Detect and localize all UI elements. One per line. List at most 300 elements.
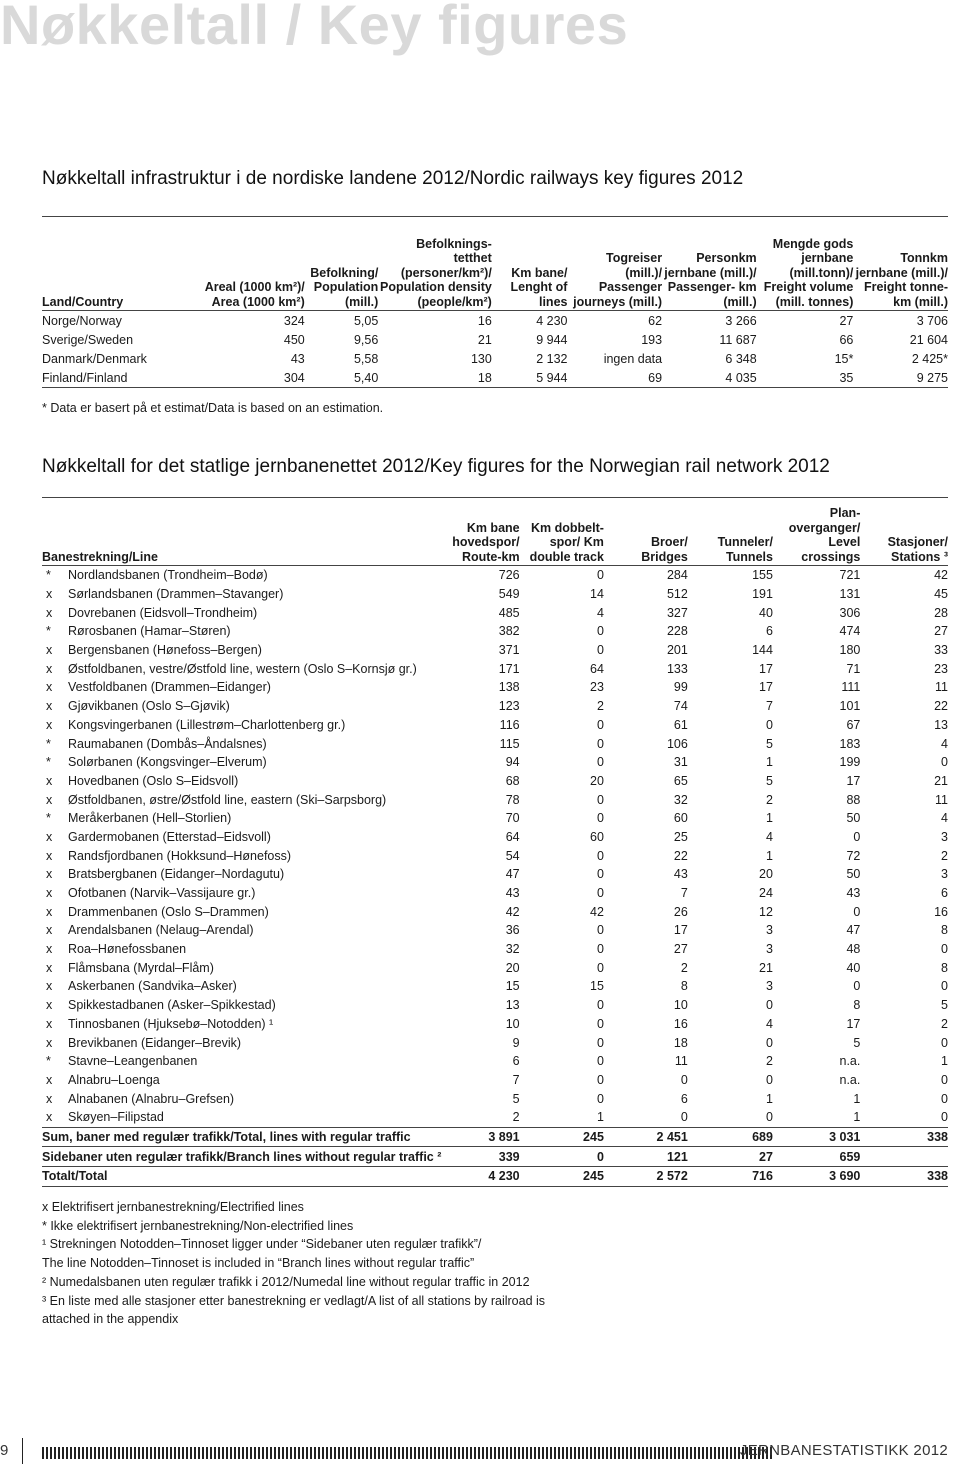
- value-cell: 78: [505, 792, 520, 807]
- value-cell: 88: [846, 792, 861, 807]
- value-cell: 11: [935, 680, 948, 695]
- value-cell: 47: [505, 867, 520, 882]
- value-cell: 71: [846, 661, 861, 676]
- page-title: Nøkkeltall / Key figures: [0, 0, 629, 56]
- totals-value: [860, 1147, 948, 1167]
- value-cell: 3: [766, 942, 773, 957]
- value-cell: 35: [757, 368, 854, 388]
- totals-value: 338: [860, 1127, 948, 1147]
- value-cell: 1: [766, 848, 773, 863]
- electrification-marker: x: [46, 923, 53, 938]
- section1-footnote: * Data er basert på et estimat/Data is based on an estimation.: [42, 401, 384, 415]
- value-cell: 1: [596, 1110, 604, 1125]
- value-cell: 21: [759, 960, 773, 975]
- value-cell: 42: [860, 566, 948, 585]
- value-cell: 33: [934, 643, 948, 658]
- value-cell: 9,56: [353, 332, 379, 347]
- value-cell: 0: [853, 904, 861, 919]
- value-cell: 67: [846, 717, 861, 732]
- country-cell: Danmark/Denmark: [42, 351, 147, 366]
- value-cell: 3: [766, 979, 773, 994]
- value-cell: 191: [752, 587, 773, 602]
- value-cell: 61: [673, 717, 688, 732]
- value-cell: 16: [934, 904, 948, 919]
- col-header-double-track: Km dobbelt- spor/ Km double track: [529, 520, 604, 564]
- table-row: [42, 940, 948, 959]
- value-cell: 130: [470, 351, 492, 366]
- value-cell: 721: [773, 566, 860, 585]
- col-header-tunnels: Tunneler/ Tunnels: [717, 535, 773, 564]
- value-cell: 0: [596, 811, 604, 826]
- line-name-cell: Ofotbanen (Narvik–Vassijaure gr.): [68, 886, 256, 901]
- value-cell: 26: [673, 904, 688, 919]
- value-cell: 485: [498, 605, 520, 620]
- value-cell: 4: [766, 1016, 773, 1031]
- totals-row: [42, 1167, 948, 1187]
- value-cell: 1: [853, 1110, 861, 1125]
- value-cell: 20: [759, 867, 773, 882]
- country-cell: Sverige/Sweden: [42, 332, 134, 347]
- value-cell: 0: [680, 1072, 688, 1087]
- value-cell: 6 348: [725, 351, 757, 366]
- electrification-marker: x: [46, 587, 53, 602]
- line-name-cell: Bratsbergbanen (Eidanger–Nordagutu): [68, 867, 285, 882]
- electrification-marker: x: [46, 1110, 53, 1125]
- value-cell: 27: [757, 311, 854, 331]
- line-name-cell: Skøyen–Filipstad: [68, 1110, 164, 1125]
- value-cell: 5,40: [305, 368, 379, 388]
- value-cell: 0: [596, 960, 604, 975]
- value-cell: 1: [766, 755, 773, 770]
- table-row: [42, 846, 948, 865]
- electrification-marker: x: [46, 792, 53, 807]
- electrification-marker: *: [46, 811, 51, 826]
- table-row: [42, 659, 948, 678]
- line-name-cell: Alnabanen (Alnabru–Grefsen): [68, 1091, 235, 1106]
- value-cell: 0: [596, 624, 604, 639]
- value-cell: 8: [853, 998, 861, 1013]
- value-cell: 31: [673, 755, 688, 770]
- country-cell: Finland/Finland: [42, 368, 200, 388]
- value-cell: 62: [567, 311, 662, 331]
- value-cell: 199: [839, 755, 861, 770]
- value-cell: 25: [673, 829, 688, 844]
- value-cell: 0: [596, 736, 604, 751]
- value-cell: 21: [477, 332, 492, 347]
- value-cell: 22: [934, 699, 948, 714]
- value-cell: 5: [766, 773, 773, 788]
- table-row: [42, 1071, 948, 1090]
- table-row: [42, 330, 948, 349]
- value-cell: 70: [505, 811, 520, 826]
- electrification-marker: *: [46, 755, 51, 770]
- value-cell: 65: [673, 773, 688, 788]
- value-cell: 64: [505, 829, 520, 844]
- value-cell: 7: [766, 699, 773, 714]
- value-cell: 726: [441, 566, 519, 585]
- table-row: [42, 734, 948, 753]
- value-cell: 43: [290, 351, 305, 366]
- col-header-journeys: Togreiser (mill.)/ Passenger journeys (mill.): [573, 251, 663, 309]
- totals-value: 339: [441, 1147, 519, 1167]
- line-name-cell: Gardermobanen (Etterstad–Eidsvoll): [68, 829, 271, 844]
- value-cell: ingen data: [603, 351, 663, 366]
- electrification-marker: x: [46, 1016, 53, 1031]
- value-cell: 116: [499, 717, 520, 732]
- value-cell: 2: [680, 960, 688, 975]
- table-row: [42, 790, 948, 809]
- value-cell: 2 132: [536, 351, 568, 366]
- electrification-marker: x: [46, 848, 53, 863]
- table-row: [42, 977, 948, 996]
- table-row: [42, 1033, 948, 1052]
- decorative-barcode-strip: [42, 1447, 772, 1459]
- value-cell: 4: [766, 829, 773, 844]
- col-header-passenger-km: Personkm jernbane (mill.)/ Passenger- km (mill.): [664, 251, 757, 309]
- value-cell: 60: [673, 811, 688, 826]
- col-header-route-km: Km bane hovedspor/ Route-km: [452, 520, 520, 564]
- totals-value: 2 451: [604, 1127, 688, 1147]
- value-cell: 50: [846, 811, 861, 826]
- value-cell: 106: [666, 736, 688, 751]
- line-name-cell: Stavne–Leangenbanen: [68, 1054, 198, 1069]
- value-cell: 28: [934, 605, 948, 620]
- electrification-marker: *: [46, 1054, 51, 1069]
- value-cell: 1: [941, 1054, 948, 1069]
- value-cell: 43: [505, 886, 520, 901]
- value-cell: 131: [839, 587, 861, 602]
- note-line: x Elektrifisert jernbanestrekning/Electrified lines: [42, 1200, 304, 1214]
- electrification-marker: x: [46, 680, 53, 695]
- value-cell: 0: [596, 1091, 604, 1106]
- value-cell: 20: [505, 960, 520, 975]
- value-cell: 382: [498, 624, 520, 639]
- value-cell: 24: [759, 886, 773, 901]
- value-cell: 15: [505, 979, 520, 994]
- value-cell: 32: [505, 942, 520, 957]
- value-cell: 2: [596, 699, 604, 714]
- footer-divider: [22, 1438, 23, 1464]
- value-cell: 17: [759, 661, 773, 676]
- value-cell: 5: [512, 1091, 520, 1106]
- value-cell: 23: [934, 661, 948, 676]
- value-cell: 45: [934, 587, 948, 602]
- value-cell: 40: [759, 605, 773, 620]
- value-cell: 111: [841, 680, 861, 695]
- value-cell: 2: [512, 1110, 520, 1125]
- electrification-marker: x: [46, 867, 53, 882]
- totals-value: 689: [688, 1127, 773, 1147]
- electrification-marker: x: [46, 1072, 53, 1087]
- value-cell: 0: [596, 998, 604, 1013]
- value-cell: 0: [941, 1072, 948, 1087]
- line-name-cell: Vestfoldbanen (Drammen–Eidanger): [68, 680, 271, 695]
- value-cell: 115: [499, 736, 520, 751]
- electrification-marker: *: [42, 566, 68, 585]
- totals-label: Sidebaner uten regulær trafikk/Branch lines without regular traffic ²: [42, 1147, 441, 1167]
- line-name-cell: Alnabru–Loenga: [68, 1072, 160, 1087]
- table-row: [42, 902, 948, 921]
- line-name-cell: Gjøvikbanen (Oslo S–Gjøvik): [68, 699, 230, 714]
- value-cell: 5,58: [353, 351, 379, 366]
- value-cell: 43: [846, 886, 861, 901]
- value-cell: 0: [596, 1035, 604, 1050]
- table-row: [42, 622, 948, 641]
- value-cell: 0: [766, 1110, 773, 1125]
- value-cell: 1: [853, 1091, 861, 1106]
- value-cell: 0: [520, 566, 604, 585]
- value-cell: 9: [512, 1035, 520, 1050]
- value-cell: 371: [498, 643, 520, 658]
- value-cell: 68: [505, 773, 520, 788]
- table-row: [42, 585, 948, 604]
- line-name-cell: Meråkerbanen (Hell–Storlien): [68, 811, 232, 826]
- value-cell: 0: [596, 848, 604, 863]
- value-cell: 284: [604, 566, 688, 585]
- electrification-marker: x: [46, 717, 53, 732]
- col-header-area: Areal (1000 km²)/ Area (1000 km²): [204, 280, 305, 309]
- value-cell: 64: [590, 661, 604, 676]
- value-cell: n.a.: [839, 1072, 861, 1087]
- value-cell: 474: [839, 624, 861, 639]
- table-row: [42, 678, 948, 697]
- totals-row: [42, 1147, 948, 1167]
- line-name-cell: Kongsvingerbanen (Lillestrøm–Charlottenberg gr.): [68, 717, 346, 732]
- value-cell: 21: [934, 773, 948, 788]
- electrification-marker: x: [46, 661, 53, 676]
- line-name-cell: Arendalsbanen (Nelaug–Arendal): [68, 923, 254, 938]
- value-cell: 6: [680, 1091, 688, 1106]
- value-cell: 16: [378, 311, 492, 331]
- value-cell: 1: [766, 1091, 773, 1106]
- note-line: ² Numedalsbanen uten regulær trafikk i 2012/Numedal line without regular traffic in 2012: [42, 1274, 530, 1289]
- table-row: [42, 603, 948, 622]
- page-footer: [0, 1438, 960, 1462]
- line-name-cell: Spikkestadbanen (Asker–Spikkestad): [68, 998, 276, 1013]
- value-cell: 4: [941, 736, 948, 751]
- value-cell: 549: [498, 587, 520, 602]
- value-cell: 94: [505, 755, 520, 770]
- value-cell: 3: [766, 923, 773, 938]
- value-cell: 17: [846, 773, 861, 788]
- value-cell: 0: [596, 792, 604, 807]
- col-header-km-lines: Km bane/ Lenght of lines: [510, 265, 568, 309]
- table-row: [42, 716, 948, 735]
- value-cell: 4: [596, 605, 604, 620]
- value-cell: 324: [200, 311, 305, 331]
- value-cell: 15*: [834, 351, 854, 366]
- electrification-marker: x: [46, 979, 53, 994]
- value-cell: 40: [846, 960, 861, 975]
- line-name-cell: Dovrebanen (Eidsvoll–Trondheim): [68, 605, 258, 620]
- table-header-row: [42, 217, 948, 311]
- value-cell: 5: [766, 736, 773, 751]
- table-row: [42, 368, 948, 388]
- value-cell: 8: [941, 923, 948, 938]
- value-cell: 5,05: [305, 311, 379, 331]
- value-cell: 101: [839, 699, 861, 714]
- value-cell: 14: [590, 587, 604, 602]
- table-row: [42, 566, 948, 585]
- value-cell: 4: [941, 811, 948, 826]
- totals-value: 245: [520, 1127, 604, 1147]
- value-cell: 450: [283, 332, 305, 347]
- value-cell: 3: [941, 829, 948, 844]
- value-cell: 17: [846, 1016, 861, 1031]
- col-header-country: Land/Country: [42, 294, 124, 309]
- value-cell: 138: [498, 680, 520, 695]
- line-name-cell: Sørlandsbanen (Drammen–Stavanger): [68, 587, 284, 602]
- value-cell: 0: [596, 1072, 604, 1087]
- value-cell: 42: [590, 904, 604, 919]
- note-line: * Ikke elektrifisert jernbanestrekning/Non-electrified lines: [42, 1218, 354, 1233]
- value-cell: 180: [839, 643, 861, 658]
- line-name-cell: Askerbanen (Sandvika–Asker): [68, 979, 237, 994]
- totals-value: 716: [688, 1167, 773, 1187]
- totals-value: 121: [604, 1147, 688, 1167]
- value-cell: 11 687: [719, 332, 757, 347]
- totals-value: 3 690: [773, 1167, 860, 1187]
- value-cell: 18: [378, 368, 492, 388]
- table-row: [42, 1052, 948, 1071]
- value-cell: 2: [766, 792, 773, 807]
- value-cell: 0: [941, 1110, 948, 1125]
- value-cell: 36: [505, 923, 520, 938]
- table-row: [42, 1089, 948, 1108]
- col-header-density: Befolknings- tetthet (personer/km²)/ Population density (people/km²): [380, 236, 492, 309]
- line-name-cell: Nordlandsbanen (Trondheim–Bodø): [68, 566, 441, 585]
- value-cell: 13: [934, 717, 948, 732]
- value-cell: 0: [596, 942, 604, 957]
- table-row: [42, 865, 948, 884]
- norwegian-rail-network-table: [42, 497, 948, 1187]
- value-cell: 72: [846, 848, 861, 863]
- value-cell: 23: [590, 680, 604, 695]
- value-cell: 10: [673, 998, 688, 1013]
- totals-value: 2 572: [604, 1167, 688, 1187]
- value-cell: 7: [680, 886, 688, 901]
- value-cell: 32: [673, 792, 688, 807]
- value-cell: 1: [766, 811, 773, 826]
- value-cell: 60: [590, 829, 604, 844]
- table-row: [42, 753, 948, 772]
- table-row: [42, 349, 948, 368]
- value-cell: 16: [673, 1016, 688, 1031]
- value-cell: 17: [759, 680, 773, 695]
- value-cell: 12: [759, 904, 773, 919]
- value-cell: 99: [673, 680, 688, 695]
- value-cell: 133: [666, 661, 688, 676]
- value-cell: 48: [846, 942, 861, 957]
- value-cell: 512: [666, 587, 688, 602]
- value-cell: 74: [673, 699, 688, 714]
- value-cell: 50: [846, 867, 861, 882]
- value-cell: 11: [935, 792, 948, 807]
- value-cell: 193: [641, 332, 663, 347]
- value-cell: 304: [200, 368, 305, 388]
- electrification-marker: x: [46, 998, 53, 1013]
- value-cell: 0: [596, 1054, 604, 1069]
- col-header-line: Banestrekning/Line: [42, 549, 158, 564]
- value-cell: 0: [941, 755, 948, 770]
- value-cell: 0: [596, 717, 604, 732]
- value-cell: 47: [846, 923, 861, 938]
- value-cell: 17: [673, 923, 688, 938]
- electrification-marker: x: [46, 605, 53, 620]
- electrification-marker: x: [46, 699, 53, 714]
- value-cell: 0: [596, 867, 604, 882]
- totals-value: 0: [520, 1147, 604, 1167]
- table-row: [42, 828, 948, 847]
- value-cell: 42: [505, 904, 520, 919]
- value-cell: 0: [596, 643, 604, 658]
- value-cell: 54: [505, 848, 520, 863]
- electrification-marker: x: [46, 942, 53, 957]
- value-cell: 0: [766, 717, 773, 732]
- electrification-marker: x: [46, 904, 53, 919]
- nordic-key-figures-table: [42, 216, 948, 388]
- value-cell: 10: [505, 1016, 520, 1031]
- value-cell: 0: [766, 1072, 773, 1087]
- electrification-marker: x: [46, 886, 53, 901]
- value-cell: 18: [673, 1035, 688, 1050]
- page-number: 9: [0, 1442, 9, 1459]
- totals-value: 659: [773, 1147, 860, 1167]
- table-row: [42, 1015, 948, 1034]
- table-row: [42, 884, 948, 903]
- value-cell: 228: [666, 624, 688, 639]
- totals-label: Totalt/Total: [42, 1167, 441, 1187]
- table-row: [42, 772, 948, 791]
- line-name-cell: Raumabanen (Dombås–Åndalsnes): [68, 736, 267, 751]
- value-cell: 6: [766, 624, 773, 639]
- value-cell: 5: [853, 1035, 861, 1050]
- value-cell: 6: [941, 886, 948, 901]
- table-header-row: [42, 498, 948, 566]
- line-name-cell: Drammenbanen (Oslo S–Drammen): [68, 904, 269, 919]
- electrification-marker: x: [46, 643, 53, 658]
- line-name-cell: Bergensbanen (Hønefoss–Bergen): [68, 643, 262, 658]
- value-cell: 144: [752, 643, 773, 658]
- table-row: [42, 697, 948, 716]
- value-cell: 155: [688, 566, 773, 585]
- col-header-bridges: Broer/ Bridges: [641, 535, 688, 564]
- value-cell: 0: [941, 1091, 948, 1106]
- totals-row: [42, 1127, 948, 1147]
- value-cell: 0: [596, 1016, 604, 1031]
- section2-notes: [42, 1198, 545, 1329]
- value-cell: 171: [498, 661, 520, 676]
- value-cell: 0: [766, 1035, 773, 1050]
- note-line: attached in the appendix: [42, 1312, 179, 1327]
- col-header-freight-volume: Mengde gods jernbane (mill.tonn)/ Freight volume (mill. tonnes): [763, 236, 854, 309]
- totals-value: 245: [520, 1167, 604, 1187]
- totals-label: Sum, baner med regulær trafikk/Total, lines with regular traffic: [42, 1127, 441, 1147]
- table-row: [42, 921, 948, 940]
- table-row: [42, 1108, 948, 1127]
- value-cell: 0: [941, 1035, 948, 1050]
- value-cell: 0: [680, 1110, 688, 1125]
- value-cell: 27: [673, 942, 688, 957]
- line-name-cell: Hovedbanen (Oslo S–Eidsvoll): [68, 773, 239, 788]
- value-cell: 201: [666, 643, 688, 658]
- section1-title: Nøkkeltall infrastruktur i de nordiske landene 2012/Nordic railways key figures 2012: [42, 168, 744, 189]
- electrification-marker: x: [46, 829, 53, 844]
- value-cell: 0: [941, 979, 948, 994]
- electrification-marker: x: [46, 1035, 53, 1050]
- value-cell: 9 275: [853, 368, 948, 388]
- line-name-cell: Brevikbanen (Eidanger–Brevik): [68, 1035, 242, 1050]
